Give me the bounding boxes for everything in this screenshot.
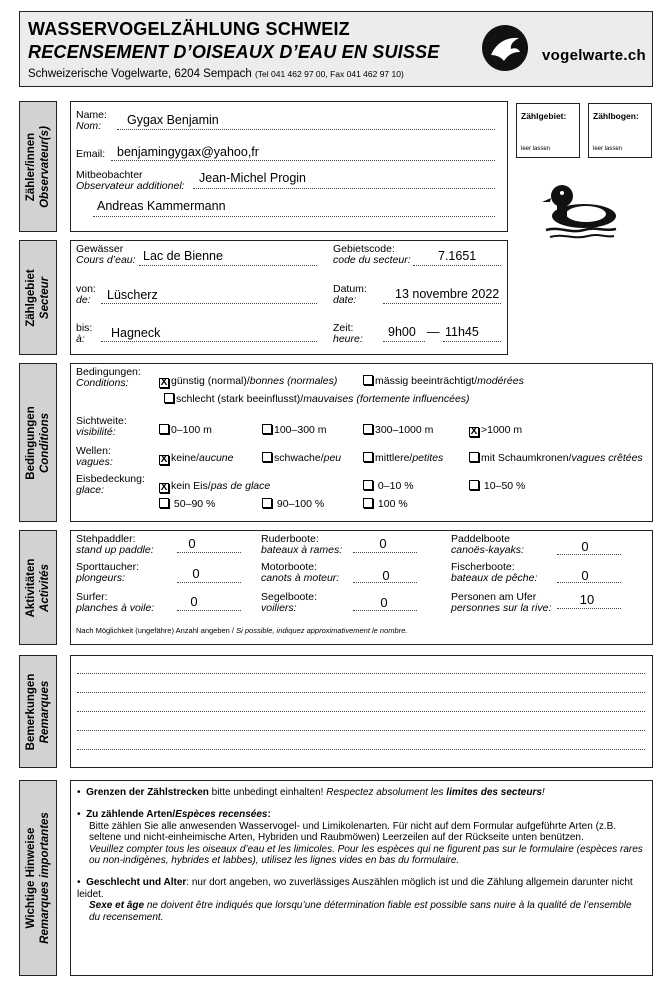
title-de: WASSERVOGELZÄHLUNG SCHWEIZ bbox=[28, 19, 350, 39]
condition-bad-checkbox[interactable]: schlecht (stark beeinflusst)/mauvaises (fortemente influencées) bbox=[164, 393, 470, 405]
gebietscode-value[interactable]: 7.1651 bbox=[438, 249, 477, 263]
waves-small-checkbox[interactable]: schwache/peu bbox=[262, 452, 341, 464]
tufted-duck-illustration bbox=[540, 180, 618, 246]
co-observer-2[interactable]: Andreas Kammermann bbox=[97, 199, 226, 213]
waves-whitecaps-checkbox[interactable]: mit Schaumkronen/vagues crêtées bbox=[469, 452, 643, 464]
co-observer-label: Mitbeobachter Observateur additionel: bbox=[76, 169, 185, 192]
conditions-side-label: Bedingungen Conditions bbox=[19, 363, 57, 522]
gewaesser-value[interactable]: Lac de Bienne bbox=[143, 249, 223, 263]
ice-0-10-checkbox[interactable]: 0–10 % bbox=[363, 480, 414, 492]
stand-up-paddle-count[interactable]: 0 bbox=[188, 536, 196, 551]
activities-note: Nach Möglichkeit (ungefähre) Anzahl angeben / Si possible, indiquez approximativement le nombre. bbox=[76, 626, 408, 635]
waves-medium-checkbox[interactable]: mittlere/petites bbox=[363, 452, 443, 464]
condition-good-checkbox[interactable]: X günstig (normal)/bonnes (normales) bbox=[160, 375, 338, 388]
von-value[interactable]: Lüscherz bbox=[107, 288, 158, 302]
ice-50-90-checkbox[interactable]: 50–90 % bbox=[159, 498, 215, 510]
ice-100-checkbox[interactable]: 100 % bbox=[363, 498, 408, 510]
address-line: Schweizerische Vogelwarte, 6204 Sempach (Tel 041 462 97 00, Fax 041 462 97 10) bbox=[28, 68, 404, 80]
name-label: Name: Nom: bbox=[76, 109, 107, 132]
observer-side-label: Zähler/innen Observateur(s) bbox=[19, 101, 57, 232]
sailboats-count[interactable]: 0 bbox=[380, 595, 388, 610]
hint-species: • Zu zählende Arten/Espèces recensées: Bitte zählen Sie alle anwesenden Wasservogel- und Limikolenarten. Für nicht auf dem Formular aufgeführte Arten (z.B. seltene und nicht-einheimische Arten, Hybriden und Raubmöwen) Leerzeilen auf der Rückseite unten benützen. Veuillez compter tous les oiseaux d’eau et les limicoles. Pour les espèces qui ne figurent pas sur le formulaire (espèces rares ou non-indigènes, hybrides et labbes), utilisez les lignes vides en bas du formulaire. bbox=[77, 809, 643, 866]
ice-none-checkbox[interactable]: X kein Eis/pas de glace bbox=[160, 480, 271, 493]
persons-shore-count[interactable]: 10 bbox=[579, 592, 595, 607]
surfers-count[interactable]: 0 bbox=[190, 594, 198, 609]
hints-section bbox=[70, 780, 653, 976]
form-header bbox=[19, 11, 653, 87]
bis-value[interactable]: Hagneck bbox=[111, 326, 161, 340]
observer-section bbox=[70, 101, 508, 232]
remarks-side-label: Bemerkungen Remarques bbox=[19, 655, 57, 768]
email-value[interactable]: benjamingygax@yahoo,fr bbox=[117, 145, 259, 159]
hint-sex-age: • Geschlecht und Alter: nur dort angeben, wo zuverlässiges Auszählen möglich ist und die Zählung allgemein darunter nicht leidet. Sexe et âge ne doivent être indiqués que lorsqu’une détermination fiable est possible sans nuire à la qualité de l’ensemble du recensement. bbox=[77, 877, 633, 923]
visibility-0-100-checkbox[interactable]: 0–100 m bbox=[159, 424, 212, 436]
sector-side-label: Zählgebiet Secteur bbox=[19, 240, 57, 355]
logo-text: vogelwarte.ch bbox=[542, 47, 646, 64]
motorboats-count[interactable]: 0 bbox=[382, 568, 390, 583]
divers-count[interactable]: 0 bbox=[192, 566, 200, 581]
email-label: Email: bbox=[76, 148, 106, 160]
condition-moderate-checkbox[interactable]: mässig beeinträchtigt/modérées bbox=[363, 375, 524, 387]
canoes-count[interactable]: 0 bbox=[581, 539, 589, 554]
rowing-boats-count[interactable]: 0 bbox=[379, 536, 387, 551]
conditions-section: Bedingungen: Conditions: X günstig (normal)/bonnes (normales) mässig beeinträchtigt/modérées schlecht (stark beeinflusst)/mauvaises (fortemente influencées) Sichtweite: visibilité: 0–100 m 100–300 m 300–1000 m X >1000 m Wellen: vagues: X keine/aucune schwache/peu mittlere/petites mit Schaumkronen/vagues crêtées Eisbedeckung: glace: X kein Eis/pas de glace 0–10 % 10–50 % 50–90 % 90–100 % 100 % bbox=[70, 363, 653, 522]
co-observer-1[interactable]: Jean-Michel Progin bbox=[199, 171, 306, 185]
visibility-1000-checkbox[interactable]: X >1000 m bbox=[470, 424, 523, 437]
sector-section: Gewässer Cours d’eau: Lac de Bienne Gebietscode: code du secteur: 7.1651 von: de: Lüscherz Datum: date: 13 novembre 2022 bis: à: Hagneck Zeit: heure: 9h00 — 11h45 bbox=[70, 240, 508, 355]
hints-side-label: Wichtige Hinweise Remarques importantes bbox=[19, 780, 57, 976]
zaehlbogen-box[interactable]: Zählbogen: leer lassen bbox=[588, 103, 652, 158]
hint-boundaries: • Grenzen der Zählstrecken bitte unbedingt einhalten! Respectez absolument les limites des secteurs! bbox=[77, 787, 545, 798]
activities-side-label: Aktivitäten Activités bbox=[19, 530, 57, 645]
datum-value[interactable]: 13 novembre 2022 bbox=[395, 287, 500, 301]
zeit-from[interactable]: 9h00 bbox=[388, 325, 416, 339]
fishing-boats-count[interactable]: 0 bbox=[581, 568, 589, 583]
remarks-section[interactable] bbox=[70, 655, 653, 768]
waves-none-checkbox[interactable]: X keine/aucune bbox=[160, 452, 234, 465]
visibility-100-300-checkbox[interactable]: 100–300 m bbox=[262, 424, 327, 436]
zaehlgebiet-box[interactable]: Zählgebiet: leer lassen bbox=[516, 103, 580, 158]
name-value[interactable]: Gygax Benjamin bbox=[127, 113, 219, 127]
visibility-300-1000-checkbox[interactable]: 300–1000 m bbox=[363, 424, 433, 436]
ice-10-50-checkbox[interactable]: 10–50 % bbox=[469, 480, 525, 492]
activities-section: Stehpaddler: stand up paddle: 0 Ruderboote: bateaux à rames: 0 Paddelboote canoës-kayaks: 0 Sporttaucher: plongeurs: 0 Motorboote: canots à moteur: 0 Fischerboote: bateaux de pêche: 0 Surfer: planches à voile: 0 Segelboote: voiliers: 0 Personen am Ufer personnes sur la rive: 10 Nach Möglichkeit (ungefähre) Anzahl angeben / Si possible, indiquez approximativement le nombre. bbox=[70, 530, 653, 645]
zeit-to[interactable]: 11h45 bbox=[445, 325, 479, 339]
vogelwarte-logo-icon bbox=[482, 25, 528, 71]
ice-90-100-checkbox[interactable]: 90–100 % bbox=[262, 498, 324, 510]
title-fr: RECENSEMENT D’OISEAUX D’EAU EN SUISSE bbox=[28, 42, 440, 62]
